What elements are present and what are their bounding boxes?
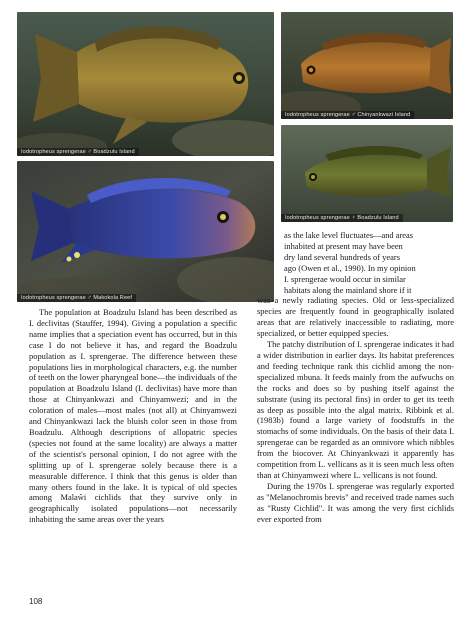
paragraph: The patchy distribution of I. sprengerae indicates it had a wider distribution in earlier days. Its habitat preferences and feeding technique rank this cichlid among the non-specialized mbuna. It feeds mainly from the aufwuchs on the rocks and does so by pushing itself against the substrate (using its pectoral fins) in order to get its teeth as deep as possible into the algal matrix. Ribbink et al. (1983b) found a large variety of foodstuffs in the stomachs of some individuals. On the basis of their data I. sprengerae can be regarded as an omnivore which nibbles from the biocover. At Chinyankwazi it apparently has competition from L. vellicans as it is seen much less often than at Chinyamwezi where L. vellicans is not found.: [257, 339, 454, 480]
photo-female-boadzulu: [281, 125, 453, 222]
paragraph: The population at Boadzulu Island has been described as I. declivitas (Stauffer, 1994). Giving a population a specific name implies that a speciation event has occurred, but in this case I do not believe it has, and regard the Boadzulu population as I. sprengerae. The difference between these populations lies in morphological characters, e.g. the number of teeth on the lower pharyngeal bone—the individuals of the population at Boadzulu Island (I. declivitas) have more than those at Chinyankwazi and Chinyamwezi; and in the coloration of males—most males (not all) at Chinyamwezi and Chinyankwazi lack the bluish color seen in those from Boadzulu. Although descriptions of allopatric species (species not found at the same locality) are always a matter of the scientist's personal opinion, I do not agree with the splitting up of I. sprengerae solely because there is a measurable difference. I think that this genus is older than many others found in the lake. It is typical of old species among Malaŵi cichlids that they survive only in geographically isolated populations—not necessarily inhabiting the same areas over the years: [29, 307, 237, 525]
photo-caption: Iodotropheus sprengerae ♂ Chinyankwazi Island: [281, 111, 414, 119]
photo-caption: Iodotropheus sprengerae ♂ Boadzulu Island: [17, 148, 139, 156]
photo-caption: Iodotropheus sprengerae ♀ Boadzulu Island: [281, 214, 403, 222]
photo-male-boadzulu: [17, 12, 274, 156]
photo-caption: Iodotropheus sprengerae ♂ Makokola Reef: [17, 294, 136, 302]
photo-male-chinyankwazi: [281, 12, 453, 119]
text-line: inhabited at present may have been: [284, 240, 403, 251]
text-line: dry land several hundreds of years: [284, 251, 400, 262]
page-number: 108: [29, 597, 43, 606]
paragraph: was a newly radiating species. Old or less-specialized species are frequently found in geographically isolated areas that are relatively inaccessible to radiating, more specialized, or better equipped species.: [257, 295, 454, 339]
text-line: ago (Owen et al., 1990). In my opinion: [284, 262, 416, 273]
right-column-text: [257, 230, 454, 524]
text-line: as the lake level fluctuates—and areas: [284, 230, 414, 240]
photo-male-makokola: [17, 161, 274, 302]
fish-photo-image: [17, 161, 274, 302]
paragraph: During the 1970s I. sprengerae was regularly exported as "Melanochromis brevis" and received trade names such as "Rusty Cichlid". It was among the very first cichlids ever exported from: [257, 480, 454, 524]
text-line: I. sprengerae would occur in similar: [284, 273, 406, 284]
text-line: habitats along the mainland shore if it: [284, 284, 412, 295]
fish-photo-image: [281, 125, 453, 222]
left-column-text: [29, 307, 237, 525]
fish-photo-image: [281, 12, 453, 119]
fish-photo-image: [17, 12, 274, 156]
